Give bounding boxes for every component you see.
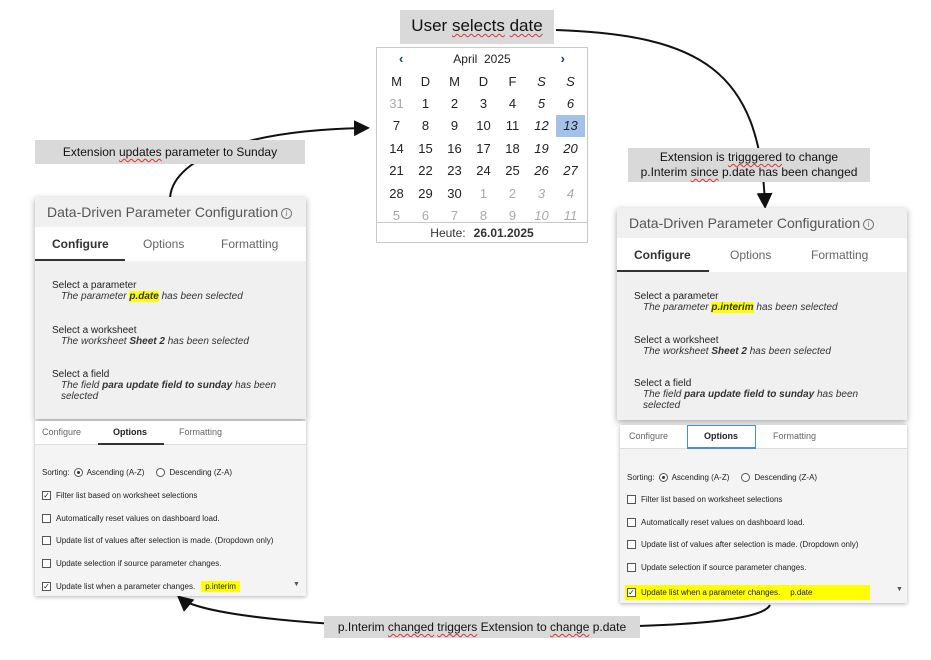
calendar-day[interactable]: 22	[418, 163, 433, 179]
calendar-day[interactable]: 3	[479, 96, 488, 112]
left-options-panel	[35, 421, 306, 596]
calendar-day[interactable]: 12	[534, 118, 549, 134]
parameter-select[interactable]: p.date	[786, 587, 816, 598]
calendar-day[interactable]: 29	[418, 185, 433, 201]
radio-ascending[interactable]	[74, 468, 83, 477]
option-label: Update list when a parameter changes.	[56, 582, 196, 591]
calendar-today: Heute: 26.01.2025	[377, 222, 587, 242]
active-tab-indicator	[617, 270, 709, 272]
calendar-day[interactable]: 2	[450, 96, 459, 112]
active-tab-indicator	[687, 425, 756, 449]
left-config-panel	[35, 197, 306, 419]
calendar-day[interactable]: 4	[566, 185, 575, 201]
calendar-day[interactable]: 18	[505, 140, 520, 156]
checkbox-icon[interactable]	[627, 518, 636, 527]
config-tabs	[35, 227, 306, 261]
parameter-select[interactable]: p.interim	[201, 581, 240, 592]
tab-formatting[interactable]: Formatting	[811, 248, 869, 262]
calendar-day[interactable]: 11	[563, 208, 578, 224]
calendar-day[interactable]: 3	[537, 185, 546, 201]
option-row[interactable]	[42, 536, 273, 545]
options-tabs	[35, 421, 306, 445]
right-config-panel	[617, 208, 907, 420]
option-row[interactable]	[627, 518, 805, 527]
tab-formatting[interactable]: Formatting	[221, 237, 279, 251]
tab-formatting[interactable]: Formatting	[179, 427, 223, 437]
worksheet-section: Select a worksheet The worksheet Sheet 2 has been selected	[634, 335, 831, 357]
config-tabs	[617, 238, 907, 272]
option-row[interactable]	[42, 491, 197, 500]
active-tab-indicator	[98, 443, 164, 445]
active-tab-indicator	[35, 259, 125, 261]
weekday-header: D	[420, 73, 431, 89]
calendar-day[interactable]: 21	[389, 163, 404, 179]
option-label: Update list of values after selection is made. (Dropdown only)	[56, 536, 274, 545]
option-label: Filter list based on worksheet selections	[641, 495, 783, 504]
weekday-header: D	[478, 73, 489, 89]
option-label: Update selection if source parameter changes.	[56, 558, 222, 568]
options-tabs	[620, 425, 907, 449]
calendar-day[interactable]: 14	[389, 140, 404, 156]
calendar-day[interactable]: 17	[476, 140, 491, 156]
tab-configure[interactable]: Configure	[629, 431, 669, 441]
calendar-day[interactable]: 10	[534, 208, 549, 224]
field-section: Select a field The field para update field to sunday has been selected	[634, 378, 859, 411]
tab-configure[interactable]: Configure	[52, 237, 109, 251]
info-icon[interactable]: i	[863, 219, 874, 230]
weekday-header: S	[537, 73, 546, 89]
calendar-month-year: April 2025	[453, 52, 511, 66]
field-section: Select a field The field para update field to sunday has been selected	[52, 369, 277, 402]
radio-descending[interactable]	[156, 468, 165, 477]
dropdown-arrow-icon[interactable]: ▼	[293, 581, 300, 588]
option-row[interactable]	[627, 540, 858, 549]
dropdown-arrow-icon[interactable]: ▼	[896, 586, 903, 593]
calendar-day[interactable]: 26	[534, 163, 549, 179]
calendar-day[interactable]: 6	[421, 208, 430, 224]
parameter-section: Select a parameter The parameter p.date has been selected	[52, 280, 243, 302]
option-label: Automatically reset values on dashboard load.	[641, 517, 805, 527]
calendar-day[interactable]: 4	[508, 96, 517, 112]
radio-ascending[interactable]	[659, 473, 668, 482]
chevron-left-icon[interactable]: ‹	[399, 51, 404, 66]
calendar-day[interactable]: 8	[421, 118, 430, 134]
option-row[interactable]	[42, 514, 220, 523]
calendar-day[interactable]: 7	[392, 118, 401, 134]
option-label: Update list when a parameter changes.	[641, 588, 781, 597]
calendar-header	[377, 48, 587, 70]
checkbox-icon[interactable]	[627, 563, 636, 572]
calendar-day[interactable]: 8	[479, 208, 488, 224]
option-row[interactable]	[42, 581, 240, 592]
calendar-day[interactable]: 1	[421, 96, 430, 112]
tab-configure[interactable]: Configure	[634, 248, 691, 262]
weekday-header: M	[449, 73, 460, 89]
right-options-panel	[620, 425, 907, 603]
chevron-right-icon[interactable]: ›	[560, 51, 565, 66]
sorting-row: Sorting: Ascending (A-Z) Descending (Z-A)	[42, 468, 233, 477]
calendar-day[interactable]: 27	[563, 163, 578, 179]
checkbox-checked-icon[interactable]: ✓	[43, 582, 50, 591]
sorting-row: Sorting: Ascending (A-Z) Descending (Z-A)	[627, 473, 818, 482]
panel-title: Data-Driven Parameter Configuration i	[629, 215, 874, 231]
tab-options[interactable]: Options	[143, 237, 185, 251]
info-icon[interactable]: i	[281, 208, 292, 219]
calendar-day[interactable]: 1	[479, 185, 488, 201]
checkbox-icon[interactable]	[42, 536, 51, 545]
calendar-day[interactable]: 20	[563, 140, 578, 156]
checkbox-icon[interactable]	[42, 514, 51, 523]
option-label: Update list of values after selection is made. (Dropdown only)	[641, 540, 859, 549]
worksheet-section: Select a worksheet The worksheet Sheet 2 has been selected	[52, 325, 249, 347]
calendar-day[interactable]: 5	[392, 208, 401, 224]
label-extension-triggered: Extension is trigggered to change p.Interim since p.date has been changed	[628, 148, 870, 182]
weekday-header: F	[508, 73, 517, 89]
label-extension-updates: Extension updates parameter to Sunday	[35, 140, 305, 164]
parameter-section: Select a parameter The parameter p.interim has been selected	[634, 291, 838, 313]
weekday-header: S	[566, 73, 575, 89]
option-row[interactable]	[625, 585, 870, 600]
calendar-day[interactable]: 28	[389, 185, 404, 201]
tab-options[interactable]: Options	[704, 431, 738, 441]
calendar-day[interactable]: 13	[556, 115, 585, 137]
option-row[interactable]	[627, 495, 782, 504]
calendar-day[interactable]: 15	[418, 140, 433, 156]
calendar-day[interactable]: 9	[508, 208, 517, 224]
checkbox-checked-icon[interactable]: ✓	[628, 588, 635, 597]
calendar-day[interactable]: 30	[447, 185, 462, 201]
calendar-day[interactable]: 31	[389, 96, 404, 112]
option-label: Filter list based on worksheet selections	[56, 491, 198, 500]
calendar-day[interactable]: 25	[505, 163, 520, 179]
calendar-day[interactable]: 2	[508, 185, 517, 201]
option-label: Automatically reset values on dashboard load.	[56, 513, 220, 523]
label-user-selects-date: User selects date	[400, 10, 554, 44]
calendar-grid	[382, 70, 585, 227]
calendar-day[interactable]: 24	[476, 163, 491, 179]
tab-options[interactable]: Options	[730, 248, 772, 262]
date-picker	[376, 47, 588, 243]
calendar-day[interactable]: 10	[476, 118, 491, 134]
calendar-day[interactable]: 16	[447, 140, 462, 156]
calendar-day[interactable]: 19	[534, 140, 549, 156]
arrow-left-to-calendar	[170, 128, 366, 200]
radio-descending[interactable]	[741, 473, 750, 482]
calendar-day[interactable]: 7	[450, 208, 459, 224]
tab-configure[interactable]: Configure	[42, 427, 82, 437]
checkbox-icon[interactable]	[627, 495, 636, 504]
checkbox-icon[interactable]	[42, 559, 51, 568]
option-row[interactable]	[42, 559, 221, 568]
option-row[interactable]	[627, 563, 806, 572]
option-label: Update selection if source parameter changes.	[641, 562, 807, 572]
calendar-day[interactable]: 23	[447, 163, 462, 179]
tab-formatting[interactable]: Formatting	[773, 431, 817, 441]
calendar-day[interactable]: 9	[450, 118, 459, 134]
calendar-day[interactable]: 6	[566, 96, 575, 112]
tab-options[interactable]: Options	[113, 427, 147, 437]
checkbox-icon[interactable]	[627, 540, 636, 549]
calendar-day[interactable]: 11	[505, 118, 520, 134]
panel-title: Data-Driven Parameter Configuration i	[47, 204, 292, 220]
checkbox-checked-icon[interactable]: ✓	[43, 491, 50, 500]
calendar-day[interactable]: 5	[537, 96, 546, 112]
label-interim-triggers: p.Interim changed triggers Extension to change p.date	[324, 616, 640, 638]
weekday-header: M	[391, 73, 402, 89]
